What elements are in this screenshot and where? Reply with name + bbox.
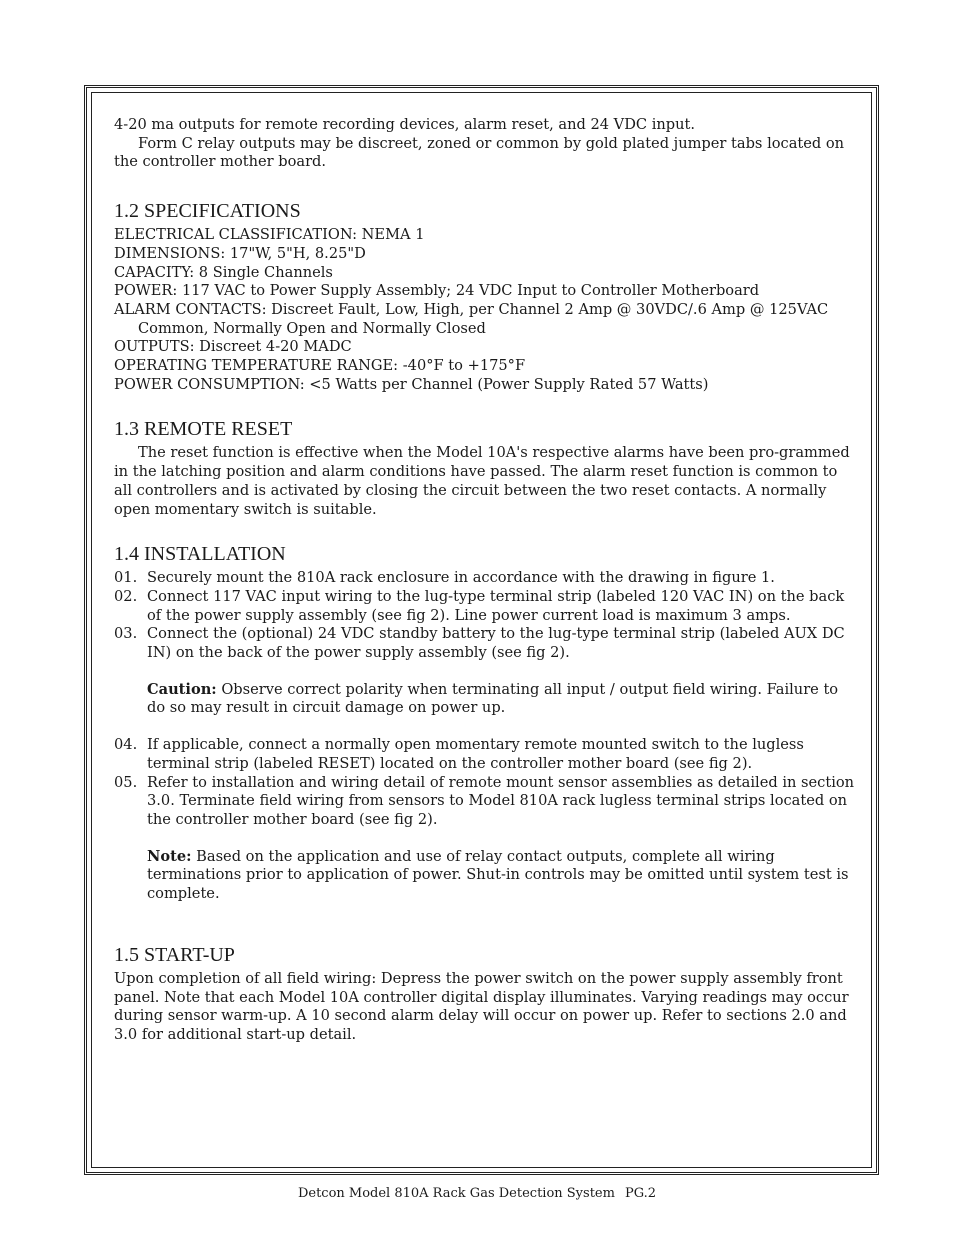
spec-line: ALARM CONTACTS: Discreet Fault, Low, High, per Channel 2 Amp @ 30VDC/.6 Amp @ 125VAC <box>114 300 829 318</box>
startup-heading: 1.5 START-UP <box>114 943 235 966</box>
caution-text: Observe correct polarity when terminating all input / output field wiring. Failure to do so may result in circuit damage on power up. <box>147 680 839 717</box>
page-footer <box>0 1186 954 1202</box>
document-content <box>114 116 859 1045</box>
page-number: PG.2 <box>624 1186 657 1201</box>
spec-line: DIMENSIONS: 17"W, 5"H, 8.25"D <box>114 244 366 262</box>
list-item <box>114 736 859 773</box>
spec-line: POWER CONSUMPTION: <5 Watts per Channel (Power Supply Rated 57 Watts) <box>114 375 709 393</box>
spec-line-continued: Common, Normally Open and Normally Closed <box>138 319 486 337</box>
caution-label: Caution: <box>147 680 217 698</box>
note-block <box>114 848 859 904</box>
step-text: Connect the (optional) 24 VDC standby battery to the lug-type terminal strip (labeled AUX DC IN) on the back of the power supply assembly (see fig 2). <box>147 625 845 662</box>
step-number: 02. <box>114 587 138 605</box>
list-item <box>114 569 859 588</box>
caution-note <box>114 681 859 718</box>
intro-paragraph: Form C relay outputs may be discreet, zoned or common by gold plated jumper tabs located on the controller mother board. <box>114 134 845 171</box>
spec-line: OPERATING TEMPERATURE RANGE: -40°F to +175°F <box>114 357 526 375</box>
installation-steps <box>114 569 859 663</box>
step-text: Refer to installation and wiring detail of remote mount sensor assemblies as detailed in section 3.0. Terminate field wiring from sensors to Model 810A rack lugless terminal strips located on the controller mother board (see fig 2). <box>147 773 855 828</box>
remote-reset-paragraph: The reset function is effective when the Model 10A's respective alarms have been pro-grammed in the latching position and alarm conditions have passed. The alarm reset function is common to all controllers and is activated by closing the circuit between the two reset contacts. A normally open momentary switch is suitable. <box>114 444 850 518</box>
step-text: If applicable, connect a normally open momentary remote mounted switch to the lugless terminal strip (labeled RESET) located on the controller mother board (see fig 2). <box>147 736 804 772</box>
startup-paragraph: Upon completion of all field wiring: Depress the power switch on the power supply assembly front panel. Note that each Model 10A controller digital display illuminates. Varying readings may occur during sensor warm-up. A 10 second alarm delay will occur on power up. Refer to sections 2.0 and 3.0 for additional start-up detail. <box>114 969 849 1043</box>
step-text: Securely mount the 810A rack enclosure in accordance with the drawing in figure 1. <box>147 569 775 587</box>
installation-steps-continued <box>114 736 859 830</box>
step-number: 03. <box>114 625 138 643</box>
remote-reset-heading: 1.3 REMOTE RESET <box>114 418 293 441</box>
spec-line: ELECTRICAL CLASSIFICATION: NEMA 1 <box>114 226 425 244</box>
step-number: 04. <box>114 736 138 754</box>
specifications-list <box>114 226 859 394</box>
step-number: 01. <box>114 569 138 587</box>
note-text: Based on the application and use of relay contact outputs, complete all wiring terminations prior to application of power. Shut-in controls may be omitted until system test is complete. <box>147 847 849 903</box>
spec-line: CAPACITY: 8 Single Channels <box>114 263 333 281</box>
list-item <box>114 774 859 830</box>
list-item <box>114 625 859 662</box>
step-text: Connect 117 VAC input wiring to the lug-type terminal strip (labeled 120 VAC IN) on the back of the power supply assembly (see fig 2). Line power current load is maximum 3 amps. <box>147 587 845 624</box>
spec-line: POWER: 117 VAC to Power Supply Assembly; 24 VDC Input to Controller Motherboard <box>114 282 760 300</box>
note-label: Note: <box>147 847 192 865</box>
specifications-heading: 1.2 SPECIFICATIONS <box>114 200 301 223</box>
step-number: 05. <box>114 773 138 791</box>
spec-line: OUTPUTS: Discreet 4-20 MADC <box>114 338 352 356</box>
intro-line: 4-20 ma outputs for remote recording devices, alarm reset, and 24 VDC input. <box>114 116 696 133</box>
footer-title: Detcon Model 810A Rack Gas Detection System <box>297 1186 615 1201</box>
list-item <box>114 588 859 625</box>
installation-heading: 1.4 INSTALLATION <box>114 543 286 566</box>
